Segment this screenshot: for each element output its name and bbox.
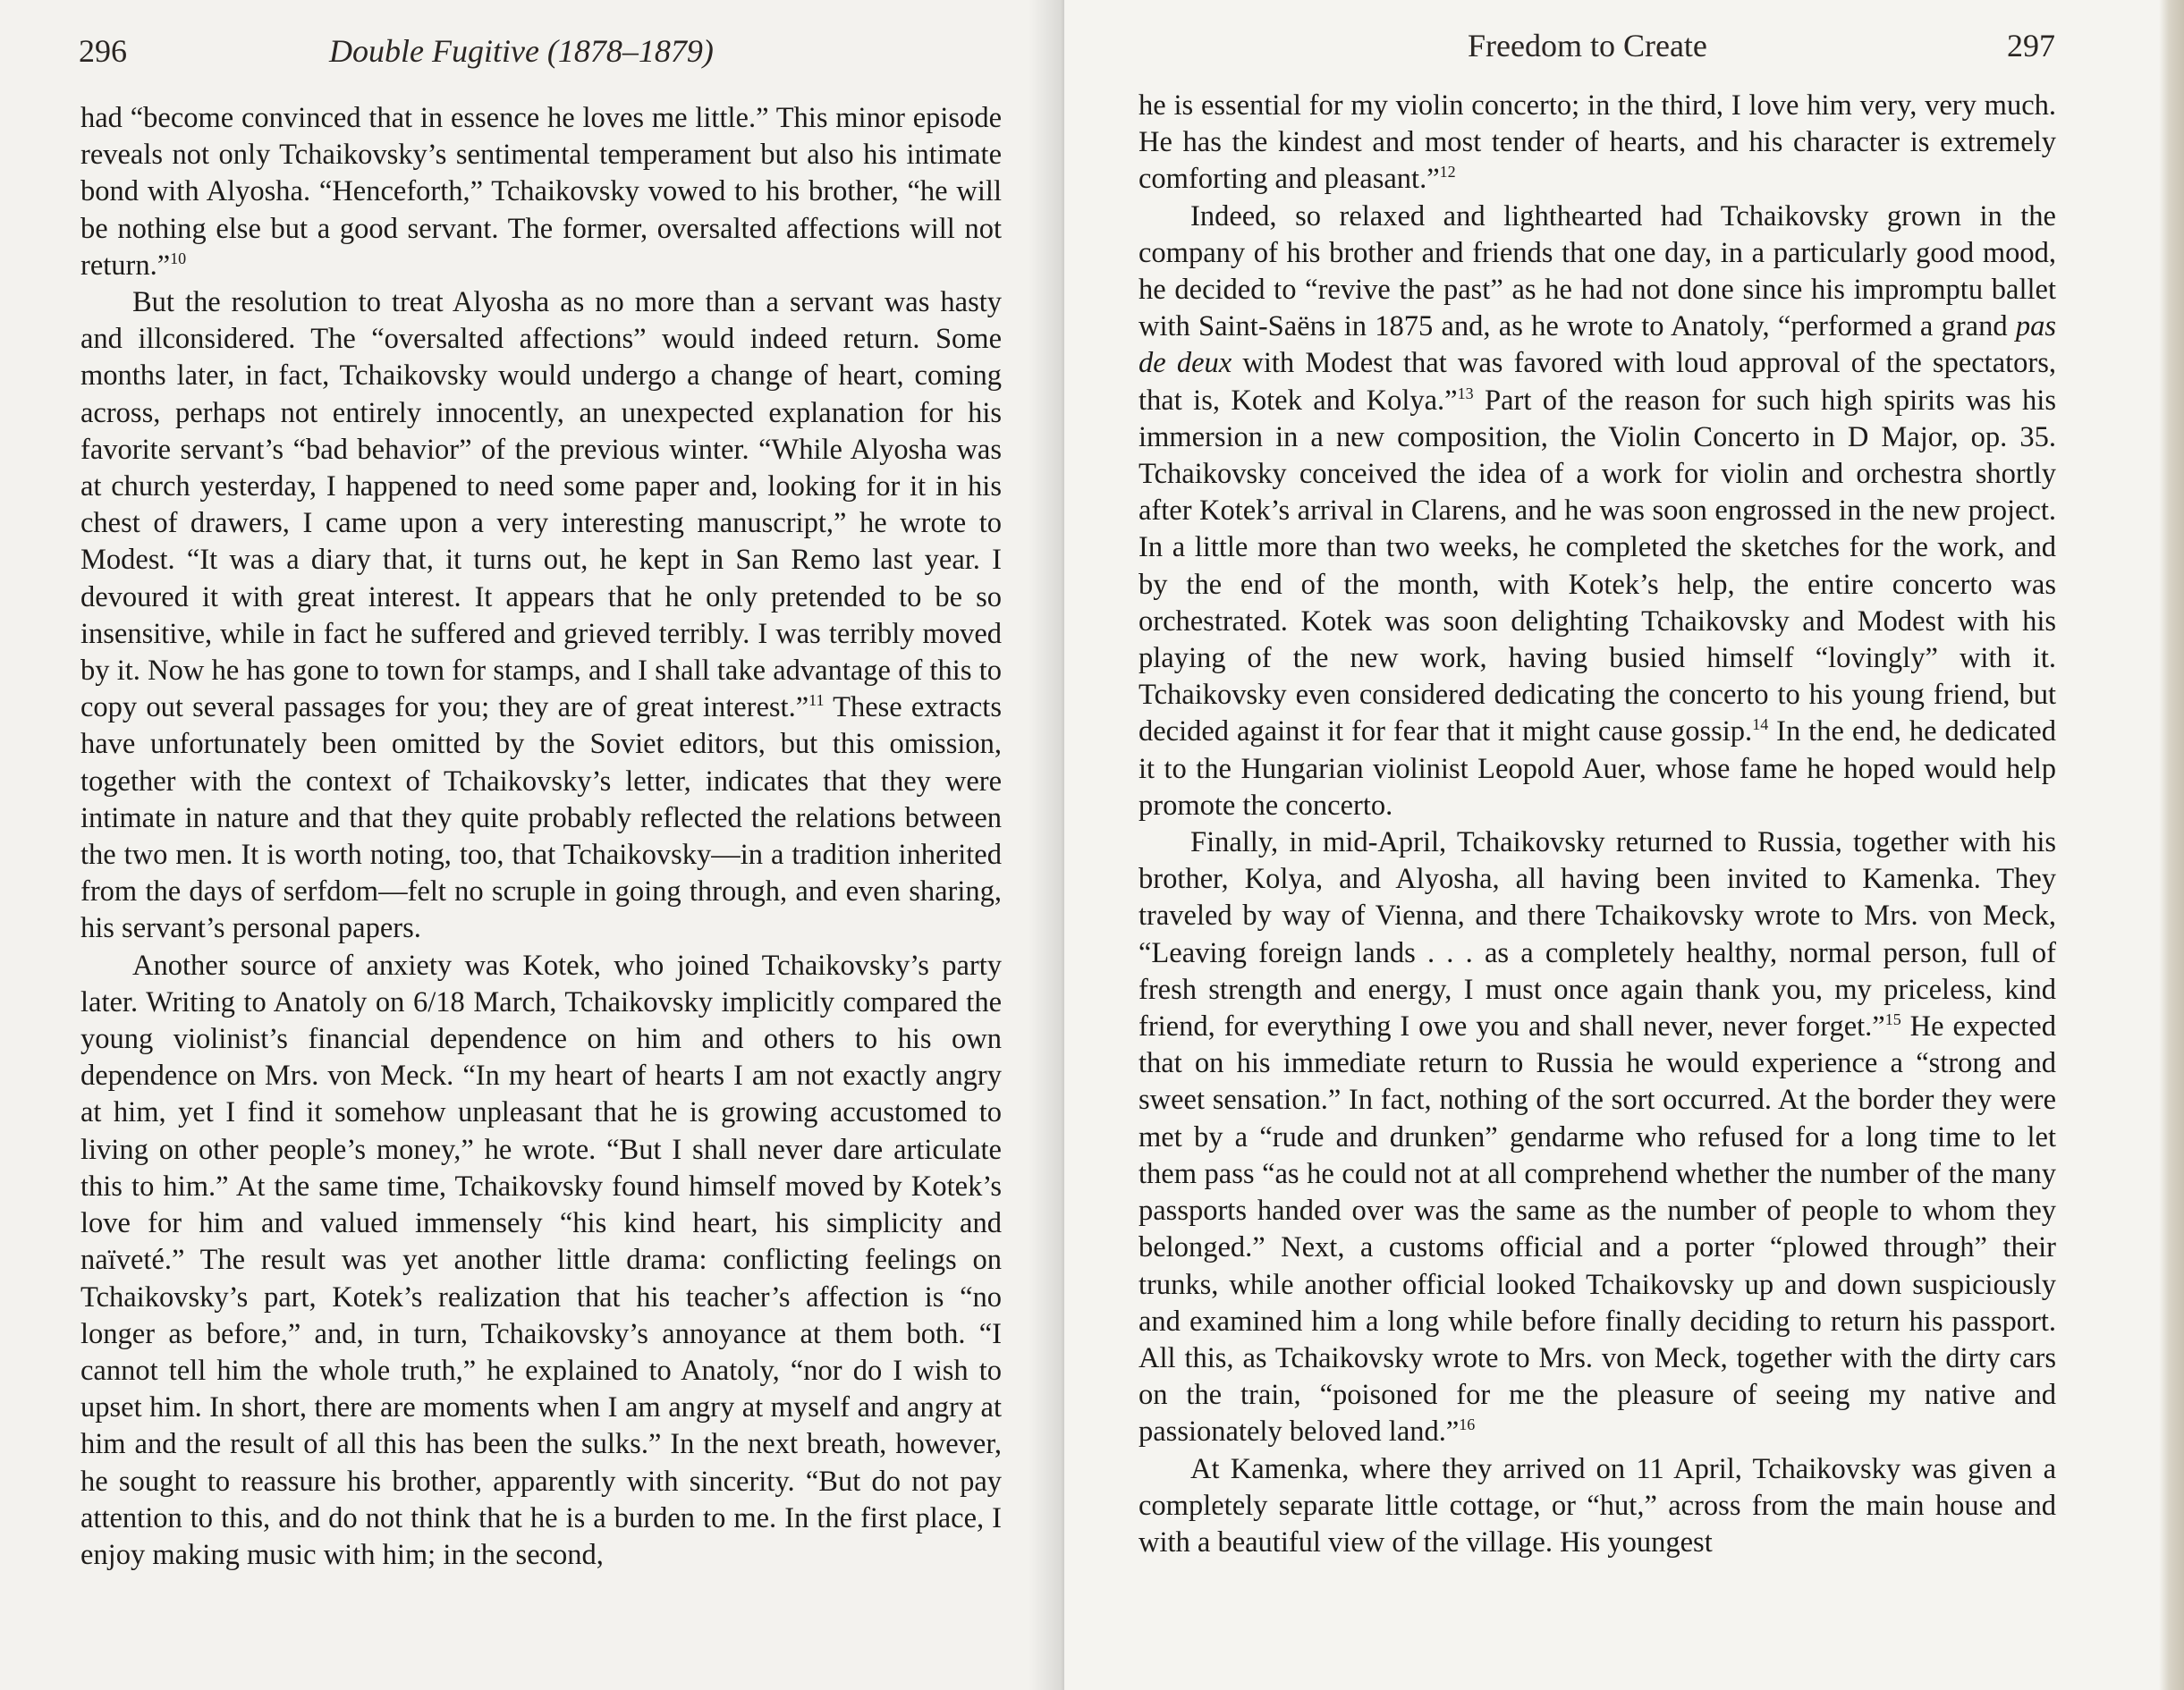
left-page [0, 0, 1064, 1690]
left-page-body [80, 100, 1002, 1574]
footnote-marker: 15 [1884, 1010, 1901, 1029]
footnote-marker: 11 [808, 691, 825, 710]
paragraph: At Kamenka, where they arrived on 11 April, Tchaikovsky was given a completely separate little cottage, or “hut,” across from the main house and with a beautiful view of the village. His youngest [1139, 1452, 2056, 1559]
running-title-left: Double Fugitive (1878–1879) [329, 33, 714, 69]
right-page-body [1139, 88, 2056, 1561]
italic-term: pas de deux [1139, 310, 2056, 380]
footnote-marker: 14 [1752, 715, 1769, 734]
paragraph: But the resolution to treat Alyosha as no more than a servant was hasty and illconsidered. The “oversalted affections” would indeed return. Some months later, in fact, Tchaikovsky would undergo a change of heart, coming across, perhaps not entirely innocently, an unexpected explanation for his favorite servant’s “bad behavior” of the previous winter. “While Alyosha was at church yesterday, I happened to need some paper and, looking for it in his chest of drawers, I came upon a very interesting manuscript,” he wrote to Modest. “It was a diary that, it turns out, he kept in San Remo last year. I devoured it with great interest. It appears that he only pretended to be so insensitive, while in fact he suffered and grieved terribly. I was terribly moved by it. Now he has gone to town for stamps, and I shall take advantage of this to copy out several passages for you; they are of great interest.”$^{11}$ These extracts have unfortunately been omitted by the Soviet editors, but this omission, together with the context of Tchaikovsky’s letter, indicates that they were intimate in nature and that they quite probably reflected the relations between the two men. It is worth noting, too, that Tchaikovsky—in a tradition inherited from the days of serfdom—felt no scruple in going through, and even sharing, his servant’s personal papers. [80, 286, 1002, 945]
paragraph: Another source of anxiety was Kotek, who joined Tchaikovsky’s party later. Writing to Anatoly on 6/18 March, Tchaikovsky implicitly compared the young violinist’s financial dependence on him and others to his own dependence on Mrs. von Meck. “In my heart of hearts I am not exactly angry at him, yet I find it somehow unpleasant that he is growing accustomed to living on other people’s money,” he wrote. “But I shall never dare articulate this to him.” At the same time, Tchaikovsky found himself moved by Kotek’s love for him and valued immensely “his kind heart, his simplicity and naïveté.” The result was yet another little drama: conflicting feelings on Tchaikovsky’s part, Kotek’s realization that his teacher’s affection is “no longer as before,” and, in turn, Tchaikovsky’s annoyance at them both. “I cannot tell him the whole truth,” he explained to Anatoly, “nor do I wish to upset him. In short, there are moments when I am angry at myself and angry at him and the result of all this has been the sulks.” In the next breath, however, he sought to reassure his brother, apparently with sincerity. “But do not pay attention to this, and do not think that he is a burden to me. In the first place, I enjoy making music with him; in the second, [80, 949, 1002, 1571]
footnote-marker: 16 [1459, 1415, 1476, 1434]
footnote-marker: 10 [170, 249, 187, 267]
page-edge [2159, 0, 2184, 1690]
gutter-shadow [1029, 0, 1064, 1690]
paragraph: Finally, in mid-April, Tchaikovsky returned to Russia, together with his brother, Kolya, and Alyosha, all having been invited to Kamenka. They traveled by way of Vienna, and there Tchaikovsky wrote to Mrs. von Meck, “Leaving foreign lands . . . as a completely healthy, normal person, full of fresh strength and energy, I must once again thank you, my priceless, kind friend, for everything I owe you and shall never, never forget.”$^{15}$ He expected that on his immediate return to Russia he would experience a “strong and sweet sensation.” In fact, nothing of the sort occurred. At the border they were met by a “rude and drunken” gendarme who refused for a long time to let them pass “as he could not at all comprehend whether the number of the many passports handed over was the same as the number of people to whom they belonged.” Next, a customs official and a porter “plowed through” their trunks, while another official looked Tchaikovsky up and down suspiciously and examined him a long while before finally deciding to return his passport. All this, as Tchaikovsky wrote to Mrs. von Meck, together with the dirty cars on the train, “poisoned for me the pleasure of seeing my native and passionately beloved land.”$^{16}$ [1139, 826, 2056, 1449]
page-number-right: 297 [2007, 28, 2055, 63]
paragraph: he is essential for my violin concerto; in the third, I love him very, very much. He has the kindest and most tender of hearts, and his character is extremely comforting and pleasant.”$^{12}$ [1139, 89, 2056, 196]
page-number-left: 296 [79, 33, 127, 69]
right-page [1064, 0, 2184, 1690]
footnote-marker: 13 [1457, 384, 1474, 402]
paragraph: Indeed, so relaxed and lighthearted had Tchaikovsky grown in the company of his brother and friends that one day, in a particularly good mood, he decided to “revive the past” as he had not done since his impromptu ballet with Saint-Saëns in 1875 and, as he wrote to Anatoly, “performed a grand pas de deux with Modest that was favored with loud approval of the spectators, that is, Kotek and Kolya.”$^{13}$ Part of the reason for such high spirits was his immersion in a new composition, the Violin Concerto in D Major, op. 35. Tchaikovsky conceived the idea of a work for violin and orchestra shortly after Kotek’s arrival in Clarens, and he was soon engrossed in the new project. In a little more than two weeks, he completed the sketches for the work, and by the end of the month, with Kotek’s help, the entire concerto was orchestrated. Kotek was soon delighting Tchaikovsky and Modest with his playing of the new work, having busied himself “lovingly” with it. Tchaikovsky even considered dedicating the concerto to his young friend, but decided against it for fear that it might cause gossip.$^{14}$ In the end, he dedicated it to the Hungarian violinist Leopold Auer, whose fame he hoped would help promote the concerto. [1139, 199, 2056, 822]
paragraph: had “become convinced that in essence he loves me little.” This minor episode reveals not only Tchaikovsky’s sentimental temperament but also his intimate bond with Alyosha. “Henceforth,” Tchaikovsky vowed to his brother, “he will be nothing else but a good servant. The former, oversalted affections will not return.”$^{10}$ [80, 102, 1002, 282]
footnote-marker: 12 [1439, 163, 1456, 182]
running-title-right: Freedom to Create [1468, 28, 1707, 63]
